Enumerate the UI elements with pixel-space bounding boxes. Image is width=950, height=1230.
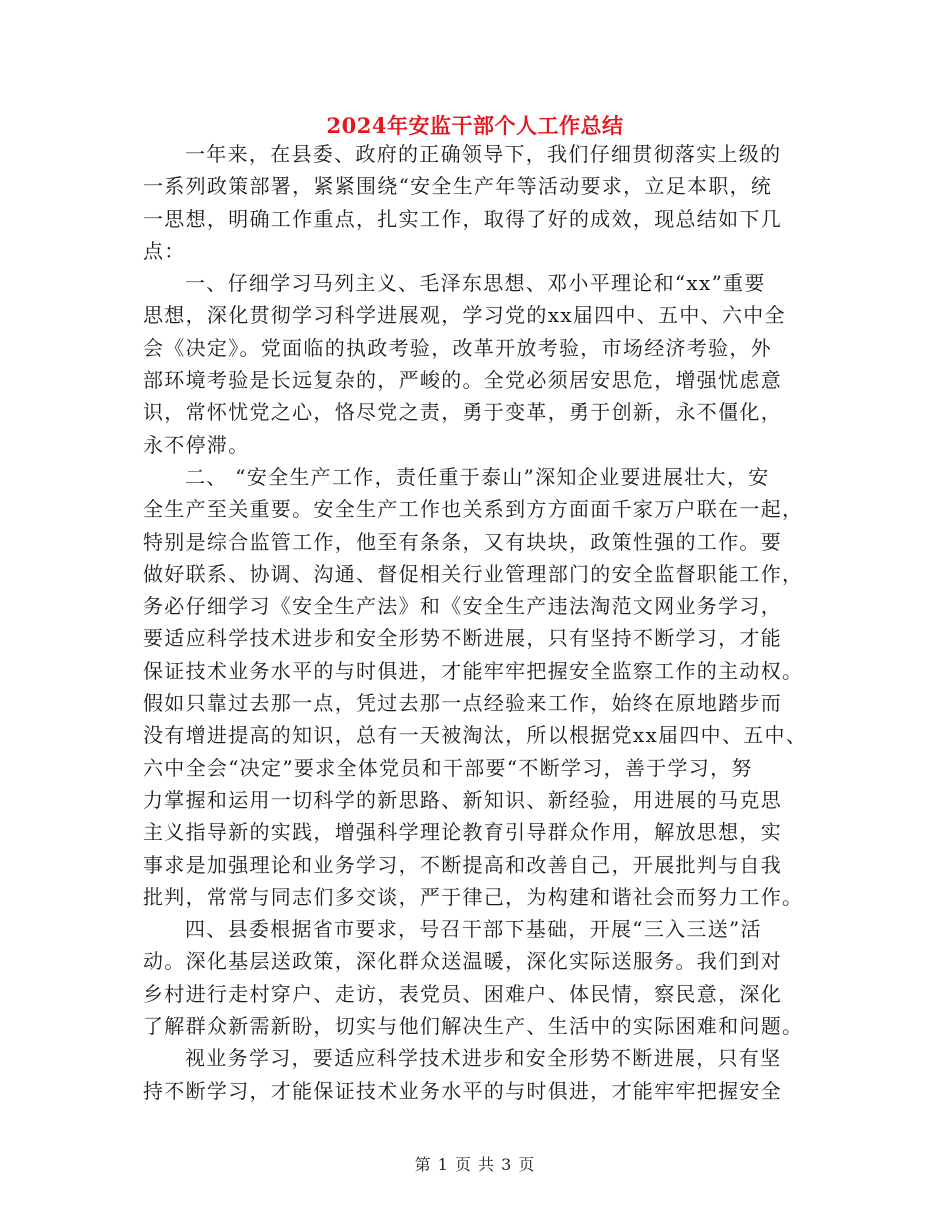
text-line: 二、 “安全生产工作，责任重于泰山”深知企业要进展壮大，安 (185, 464, 770, 489)
text-line: 一年来，在县委、政府的正确领导下，我们仔细贯彻落实上级的 (185, 142, 782, 166)
text-line: 特别是综合监管工作，他至有条条，又有块块，政策性强的工作。要 (143, 529, 782, 554)
text-line: 一思想，明确工作重点，扎实工作，取得了好的成效，现总结如下几 (143, 206, 782, 231)
paragraph-intro (143, 138, 815, 267)
text-line: 点： (143, 238, 186, 263)
paragraph-closing (143, 1042, 815, 1107)
text-line: 视业务学习，要适应科学技术进步和安全形势不断进展，只有坚 (185, 1046, 782, 1071)
text-line: 保证技术业务水平的与时俱进，才能牢牢把握安全监察工作的主动权。 (143, 658, 804, 683)
text-line: 部环境考验是长远复杂的，严峻的。全党必须居安思危，增强忧虑意 (143, 368, 782, 393)
text-line: 要适应科学技术进步和安全形势不断进展，只有坚持不断学习，才能 (143, 626, 782, 651)
text-line: 务必仔细学习《安全生产法》和《安全生产违法淘范文网业务学习， (143, 594, 782, 619)
text-line: 动。深化基层送政策，深化群众送温暖，深化实际送服务。我们到对 (143, 949, 782, 974)
paragraph-section-four (143, 913, 815, 1042)
document-title: 2024年安监干部个人工作总结 (326, 113, 624, 138)
text-line: 没有增进提高的知识，总有一天被淘汰，所以根据党xx届四中、五中、 (143, 723, 808, 748)
text-line: 力掌握和运用一切科学的新思路、新知识、新经验，用进展的马克思 (143, 787, 782, 812)
text-line: 做好联系、协调、沟通、督促相关行业管理部门的安全监督职能工作， (143, 561, 804, 586)
page-number-footer: 第 1 页 共 3 页 (414, 1155, 536, 1174)
paragraph-section-two (143, 461, 815, 913)
text-line: 六中全会“决定”要求全体党员和干部要“不断学习，善于学习，努 (143, 755, 753, 780)
text-line: 全生产至关重要。安全生产工作也关系到方方面面千家万户联在一起， (143, 497, 804, 522)
text-line: 会《决定》。党面临的执政考验，改革开放考验，市场经济考验，外 (143, 335, 772, 360)
text-line: 永不停滞。 (143, 432, 250, 457)
text-line: 一系列政策部署，紧紧围绕“安全生产年等活动要求，立足本职，统 (143, 174, 773, 199)
text-line: 一、仔细学习马列主义、毛泽东思想、邓小平理论和“xx”重要 (185, 271, 766, 296)
text-line: 四、县委根据省市要求，号召干部下基础，开展“三入三送”活 (185, 917, 762, 942)
text-line: 了解群众新需新盼，切实与他们解决生产、生活中的实际困难和问题。 (143, 1014, 804, 1039)
text-line: 思想，深化贯彻学习科学进展观，学习党的xx届四中、五中、六中全 (143, 303, 786, 328)
text-line: 持不断学习，才能保证技术业务水平的与时俱进，才能牢牢把握安全 (143, 1078, 782, 1103)
text-line: 事求是加强理论和业务学习，不断提高和改善自己，开展批判与自我 (143, 852, 782, 877)
paragraph-section-one (143, 267, 815, 461)
text-line: 假如只靠过去那一点，凭过去那一点经验来工作，始终在原地踏步而 (143, 691, 782, 716)
text-line: 乡村进行走村穿户、走访，表党员、困难户、体民情，察民意，深化 (143, 981, 782, 1006)
text-line: 识，常怀忧党之心，恪尽党之责，勇于变革，勇于创新，永不僵化， (143, 400, 782, 425)
text-line: 批判，常常与同志们多交谈，严于律己，为构建和谐社会而努力工作。 (143, 884, 804, 909)
document-body (143, 138, 815, 1107)
text-line: 主义指导新的实践，增强科学理论教育引导群众作用，解放思想，实 (143, 820, 782, 845)
